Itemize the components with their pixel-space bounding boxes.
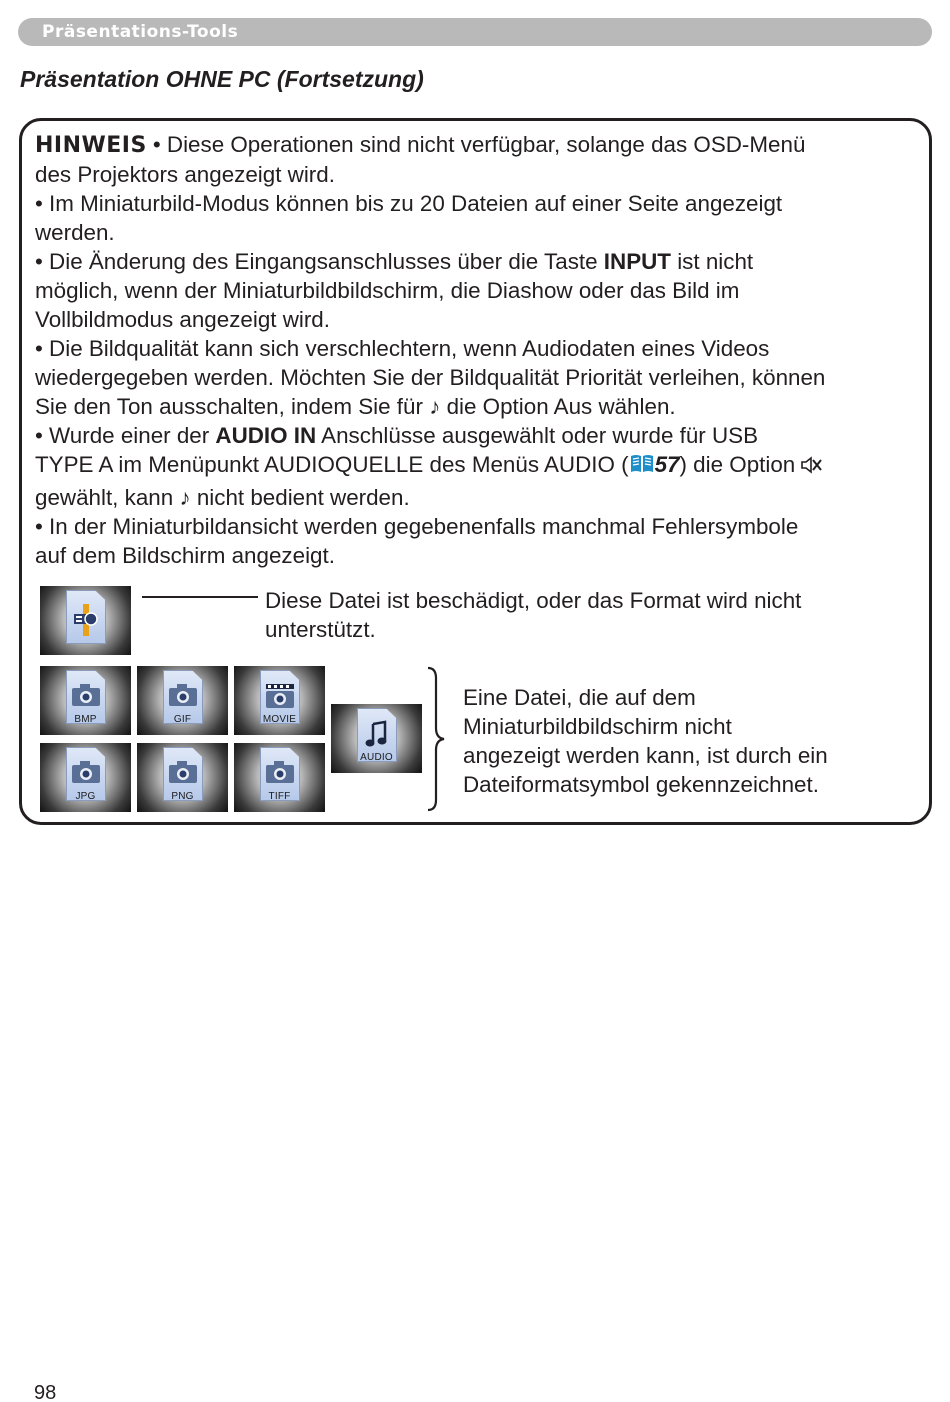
note-text-span: • Diese Operationen sind nicht verfügbar, solange das OSD-Menü xyxy=(152,132,806,157)
note-text-span: TYPE A im Menüpunkt AUDIOQUELLE des Menüs AUDIO ( xyxy=(35,452,629,477)
note-label: HINWEIS xyxy=(35,133,147,158)
tiff-format-icon xyxy=(234,743,325,812)
note-line xyxy=(35,421,925,450)
caption-line: angezeigt werden kann, ist durch ein xyxy=(463,743,828,768)
film-camera-icon xyxy=(264,682,296,710)
camera-icon xyxy=(167,682,199,708)
note-line: • Im Miniaturbild-Modus können bis zu 20 Dateien auf einer Seite angezeigt xyxy=(35,191,783,216)
png-format-icon xyxy=(137,743,228,812)
page-title: Präsentation OHNE PC (Fortsetzung) xyxy=(20,66,424,92)
format-label: JPG xyxy=(75,791,96,802)
section-header-bar xyxy=(18,18,932,46)
note-line: des Projektors angezeigt wird. xyxy=(35,162,335,187)
music-note-icon: ♪ xyxy=(429,394,441,419)
note-text-span: nicht bedient werden. xyxy=(190,485,410,510)
format-label: MOVIE xyxy=(262,714,297,725)
note-line xyxy=(35,483,925,512)
note-line: auf dem Bildschirm angezeigt. xyxy=(35,543,335,568)
input-key-label: INPUT xyxy=(603,249,671,274)
caption-line: Diese Datei ist beschädigt, oder das Format wird nicht xyxy=(265,588,802,613)
note-line: werden. xyxy=(35,220,115,245)
format-label: GIF xyxy=(173,714,192,725)
note-text-span: ) die Option xyxy=(679,452,796,477)
curly-brace-icon xyxy=(424,666,446,812)
camera-icon xyxy=(70,682,102,708)
page-number: 98 xyxy=(34,1382,57,1402)
note-line xyxy=(35,247,925,276)
camera-icon xyxy=(167,759,199,785)
speaker-mute-icon xyxy=(799,454,823,483)
note-text-span: • Die Änderung des Eingangsanschlusses über die Taste xyxy=(35,249,604,274)
movie-format-icon xyxy=(234,666,325,735)
note-text-span: Sie den Ton ausschalten, indem Sie für xyxy=(35,394,430,419)
caption-line: Miniaturbildbildschirm nicht xyxy=(463,714,732,739)
music-note-icon: ♪ xyxy=(179,485,191,510)
callout-line xyxy=(142,596,258,598)
format-label: TIFF xyxy=(268,791,291,802)
note-line xyxy=(35,392,925,421)
bmp-format-icon xyxy=(40,666,131,735)
note-text-span: gewählt, kann xyxy=(35,485,180,510)
gif-format-icon xyxy=(137,666,228,735)
jpg-format-icon xyxy=(40,743,131,812)
caption-line: Eine Datei, die auf dem xyxy=(463,685,696,710)
format-label: AUDIO xyxy=(360,752,393,763)
error-caption xyxy=(265,586,801,644)
note-line: wiedergegeben werden. Möchten Sie der Bildqualität Priorität verleihen, können xyxy=(35,365,826,390)
book-reference-icon xyxy=(629,453,655,482)
note-text-span: • Wurde einer der xyxy=(35,423,216,448)
camera-icon xyxy=(70,759,102,785)
audio-format-icon xyxy=(331,704,422,773)
error-symbol-icon xyxy=(70,602,102,638)
note-line: • Die Bildqualität kann sich verschlechtern, wenn Audiodaten eines Videos xyxy=(35,336,770,361)
note-line xyxy=(35,450,925,483)
note-text xyxy=(35,130,925,570)
note-text-span: die Option Aus wählen. xyxy=(440,394,676,419)
note-box xyxy=(19,118,932,825)
music-note-icon xyxy=(361,720,393,750)
note-line xyxy=(35,130,925,160)
section-title: Präsentations-Tools xyxy=(42,22,239,42)
note-line: • In der Miniaturbildansicht werden gegebenenfalls manchmal Fehlersymbole xyxy=(35,514,799,539)
note-line: möglich, wenn der Miniaturbildbildschirm, die Diashow oder das Bild im xyxy=(35,278,740,303)
note-text-span: Anschlüsse ausgewählt oder wurde für USB xyxy=(316,423,759,448)
camera-icon xyxy=(264,759,296,785)
broken-file-icon xyxy=(40,586,131,655)
format-label: BMP xyxy=(74,714,97,725)
page-reference: 57 xyxy=(654,452,680,477)
caption-line: unterstützt. xyxy=(265,617,376,642)
caption-line: Dateiformatsymbol gekennzeichnet. xyxy=(463,772,819,797)
note-text-span: ist nicht xyxy=(670,249,754,274)
format-label: PNG xyxy=(171,791,194,802)
format-caption xyxy=(463,683,828,799)
audio-in-label: AUDIO IN xyxy=(215,423,317,448)
note-line: Vollbildmodus angezeigt wird. xyxy=(35,307,330,332)
